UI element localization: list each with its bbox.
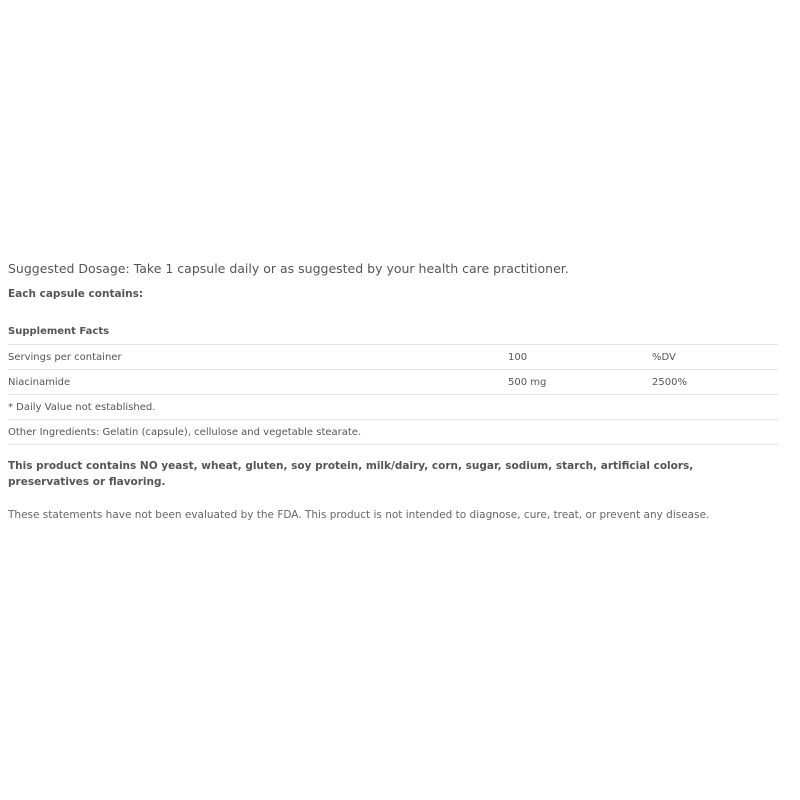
product-details [8,260,778,523]
fda-disclaimer: These statements have not been evaluated by the FDA. This product is not intended to diagnose, cure, treat, or prevent any disease. [8,509,710,521]
supplement-facts-heading: Supplement Facts [8,321,778,345]
table-row [8,395,778,420]
each-capsule-heading: Each capsule contains: [8,288,144,300]
suggested-dosage: Suggested Dosage: Take 1 capsule daily or as suggested by your health care practitioner. [8,261,569,276]
niacinamide-amount: 500 mg [508,370,652,395]
servings-value: 100 [508,345,652,370]
daily-value-footnote: * Daily Value not established. [8,395,778,420]
servings-label: Servings per container [8,345,508,370]
niacinamide-dv: 2500% [652,370,778,395]
table-row [8,345,778,370]
niacinamide-label: Niacinamide [8,370,508,395]
other-ingredients: Other Ingredients: Gelatin (capsule), cellulose and vegetable stearate. [8,420,778,445]
table-row [8,420,778,445]
supplement-facts-table [8,345,778,445]
table-row [8,370,778,395]
free-of-statement: This product contains NO yeast, wheat, gluten, soy protein, milk/dairy, corn, sugar, sodium, starch, artificial colors, preservatives or flavoring. [8,460,694,488]
dv-header: %DV [652,345,778,370]
